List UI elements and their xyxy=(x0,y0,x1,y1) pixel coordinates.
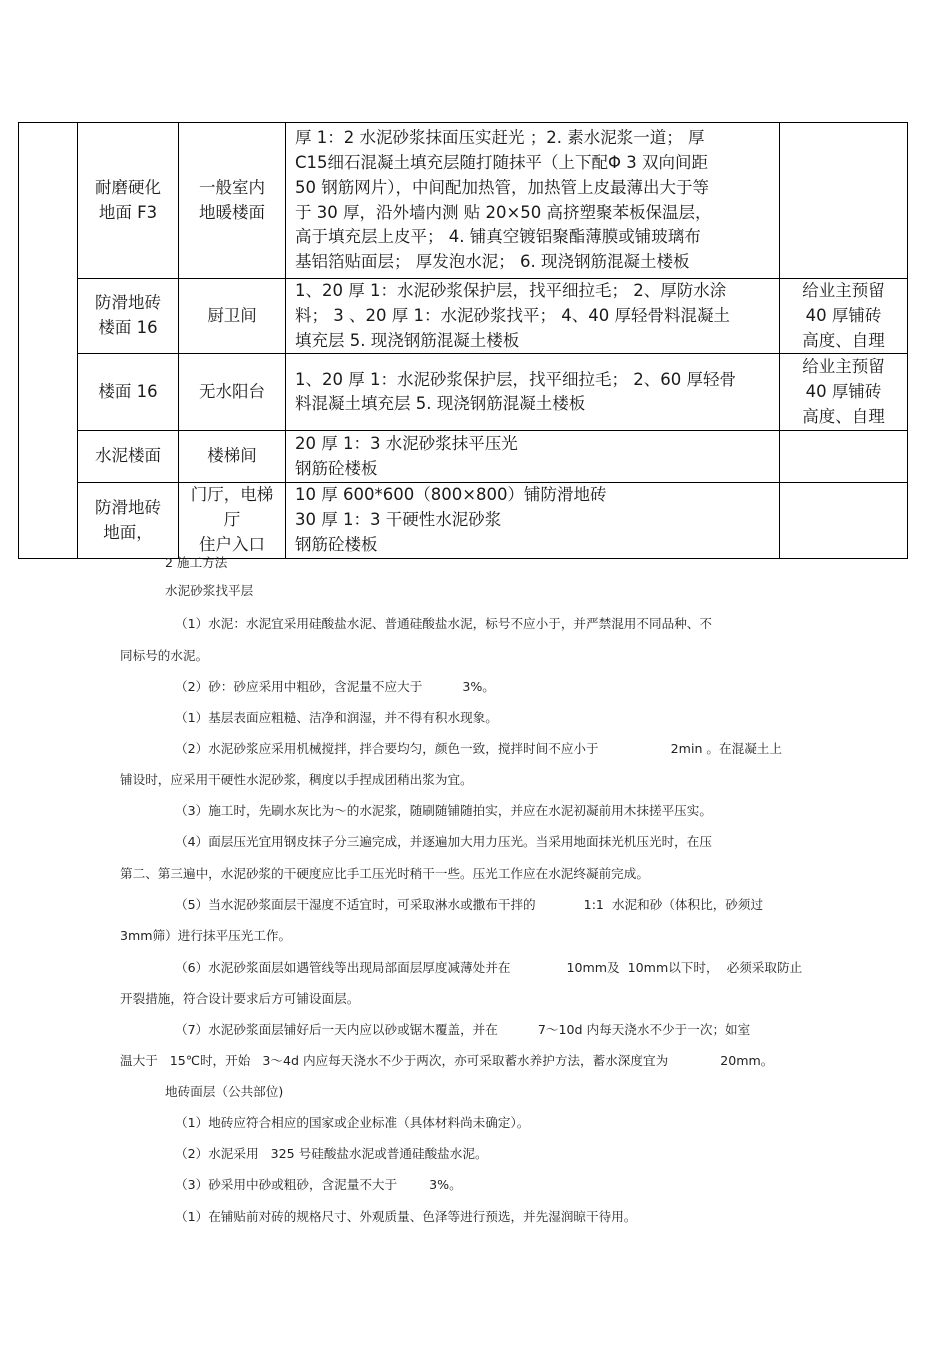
cell-line: 高度、自理 xyxy=(802,330,885,350)
table-row xyxy=(19,354,908,431)
table-cell-location xyxy=(179,431,286,483)
table-cell-note xyxy=(780,431,908,483)
cell-line: 楼面 16 xyxy=(98,318,158,338)
paragraph-line: （1）水泥：水泥宜采用硅酸盐水泥、普通硅酸盐水泥，标号不应小于，并严禁混用不同品种、不 xyxy=(175,616,712,631)
table-cell-category xyxy=(78,354,179,431)
table-cell-margin xyxy=(19,123,78,559)
cell-line: 无水阳台 xyxy=(199,381,265,401)
cell-line: 地面， xyxy=(103,522,153,542)
table-cell-note xyxy=(780,354,908,431)
cell-line: 给业主预留 xyxy=(802,357,885,377)
cell-line: 高于填充层上皮平； 4. 铺真空镀铝聚酯薄膜或铺玻璃布 xyxy=(295,227,701,247)
cell-line: 1、20 厚 1：水泥砂浆保护层，找平细拉毛； 2、厚防水涂 xyxy=(295,281,727,300)
paragraph-line: 3mm筛）进行抹平压光工作。 xyxy=(120,928,292,943)
table-cell-description xyxy=(286,279,780,354)
subsection-heading: 地砖面层（公共部位) xyxy=(165,1084,284,1099)
table-row xyxy=(19,483,908,558)
cell-line: 给业主预留 xyxy=(802,281,885,300)
table-cell-description xyxy=(286,483,780,558)
cell-line: 20 厚 1：3 水泥砂浆抹平压光 xyxy=(295,434,518,454)
cell-line: 料； 3 、20 厚 1：水泥砂浆找平； 4、40 厚轻骨料混凝土 xyxy=(295,305,730,325)
cell-line: 填充层 5. 现浇钢筋混凝土楼板 xyxy=(295,330,520,350)
paragraph-line: 铺设时，应采用干硬性水泥砂浆，稠度以手捏成团稍出浆为宜。 xyxy=(120,772,473,787)
cell-line: 住户入口 xyxy=(199,534,265,554)
cell-line: 钢筋砼楼板 xyxy=(295,534,378,554)
cell-line: 40 厚铺砖 xyxy=(805,381,882,401)
table-row xyxy=(19,431,908,483)
cell-line: 厅 xyxy=(223,510,241,530)
cell-line: 一般室内 xyxy=(199,177,265,197)
cell-line: 门厅，电梯 xyxy=(190,485,274,505)
paragraph-line: 同标号的水泥。 xyxy=(120,648,209,663)
table-cell-category xyxy=(78,483,179,558)
cell-line: 楼梯间 xyxy=(207,446,257,466)
cell-line: 地面 F3 xyxy=(98,202,158,222)
paragraph-line: 温大于 15℃时，开始 3～4d 内应每天浇水不少于两次，亦可采取蓄水养护方法，蓄水深度宜为 20mm。 xyxy=(120,1053,774,1068)
paragraph-line: （7）水泥砂浆面层铺好后一天内应以砂或锯木覆盖，并在 7～10d 内每天浇水不少于一次；如室 xyxy=(175,1022,751,1037)
paragraph-line: （6）水泥砂浆面层如遇管线等出现局部面层厚度减薄处并在 10mm及 10mm以下时， 必须采取防止 xyxy=(175,960,803,975)
table-cell-location xyxy=(179,354,286,431)
cell-line: 10 厚 600*600（800×800）铺防滑地砖 xyxy=(295,485,607,505)
cell-line: 地暖楼面 xyxy=(199,202,265,222)
table-cell-category xyxy=(78,123,179,279)
cell-line: 料混凝土填充层 5. 现浇钢筋混凝土楼板 xyxy=(295,394,586,414)
cell-line: 防滑地砖 xyxy=(95,497,161,517)
cell-line: 1、20 厚 1：水泥砂浆保护层，找平细拉毛； 2、60 厚轻骨 xyxy=(295,369,736,389)
cell-line: 钢筋砼楼板 xyxy=(295,458,378,478)
cell-line: 楼面 16 xyxy=(98,381,158,401)
paragraph-line: （2）砂：砂应采用中粗砂，含泥量不应大于 3%。 xyxy=(175,679,495,694)
subsection-heading: 水泥砂浆找平层 xyxy=(165,583,254,598)
paragraph-line: （1）基层表面应粗糙、洁净和润湿，并不得有积水现象。 xyxy=(175,710,498,725)
paragraph-line: （1）地砖应符合相应的国家或企业标准（具体材料尚未确定）。 xyxy=(175,1115,530,1130)
cell-line: 于 30 厚，沿外墙内测 贴 20×50 高挤塑聚苯板保温层， xyxy=(295,202,712,222)
floor-spec-table xyxy=(18,122,908,559)
table-cell-category xyxy=(78,279,179,354)
paragraph-line: 开裂措施，符合设计要求后方可铺设面层。 xyxy=(120,991,360,1006)
paragraph-line: （3）施工时，先刷水灰比为～的水泥浆，随刷随铺随拍实，并应在水泥初凝前用木抹搓平压实。 xyxy=(175,803,712,818)
paragraph-line: （5）当水泥砂浆面层干湿度不适宜时，可采取淋水或撒布干拌的 1:1 水泥和砂（体积比，砂须过 xyxy=(175,897,764,912)
section-heading: 2 施工方法 xyxy=(165,555,228,570)
cell-line: 厨卫间 xyxy=(207,305,257,325)
paragraph-line: （2）水泥砂浆应采用机械搅拌，拌合要均匀，颜色一致，搅拌时间不应小于 2min 。在混凝土上 xyxy=(175,741,782,756)
cell-line: 基铝箔贴面层； 厚发泡水泥； 6. 现浇钢筋混凝土楼板 xyxy=(295,252,690,272)
table-cell-note xyxy=(780,483,908,558)
cell-line: 50 钢筋网片），中间配加热管，加热管上皮最薄出大于等 xyxy=(295,177,709,197)
table-row xyxy=(19,279,908,354)
cell-line: 厚 1：2 水泥砂浆抹面压实赶光 ；2. 素水泥浆一道； 厚 xyxy=(295,128,705,148)
table-cell-description xyxy=(286,431,780,483)
table-cell-note xyxy=(780,123,908,279)
cell-line: 防滑地砖 xyxy=(95,293,161,313)
paragraph-line: 第二、第三遍中，水泥砂浆的干硬度应比手工压光时稍干一些。压光工作应在水泥终凝前完成。 xyxy=(120,866,649,881)
cell-line: 高度、自理 xyxy=(802,406,885,426)
table-cell-location xyxy=(179,483,286,558)
table-cell-location xyxy=(179,279,286,354)
table-cell-location xyxy=(179,123,286,279)
table-cell-note xyxy=(780,279,908,354)
table-cell-description xyxy=(286,123,780,279)
cell-line: 30 厚 1：3 干硬性水泥砂浆 xyxy=(295,510,502,530)
cell-line: 耐磨硬化 xyxy=(95,177,161,197)
cell-line: 水泥楼面 xyxy=(95,446,161,466)
paragraph-line: （3）砂采用中砂或粗砂，含泥量不大于 3%。 xyxy=(175,1177,462,1192)
table-cell-category xyxy=(78,431,179,483)
cell-line: C15细石混凝土填充层随打随抹平（上下配Φ 3 双向间距 xyxy=(295,152,708,172)
paragraph-line: （2）水泥采用 325 号硅酸盐水泥或普通硅酸盐水泥。 xyxy=(175,1146,488,1161)
paragraph-line: （4）面层压光宜用钢皮抹子分三遍完成，并逐遍加大用力压光。当采用地面抹光机压光时，在压 xyxy=(175,834,712,849)
table-cell-description xyxy=(286,354,780,431)
table-row xyxy=(19,123,908,279)
cell-line: 40 厚铺砖 xyxy=(805,305,882,325)
paragraph-line: （1）在铺贴前对砖的规格尺寸、外观质量、色泽等进行预选，并先湿润晾干待用。 xyxy=(175,1209,637,1224)
